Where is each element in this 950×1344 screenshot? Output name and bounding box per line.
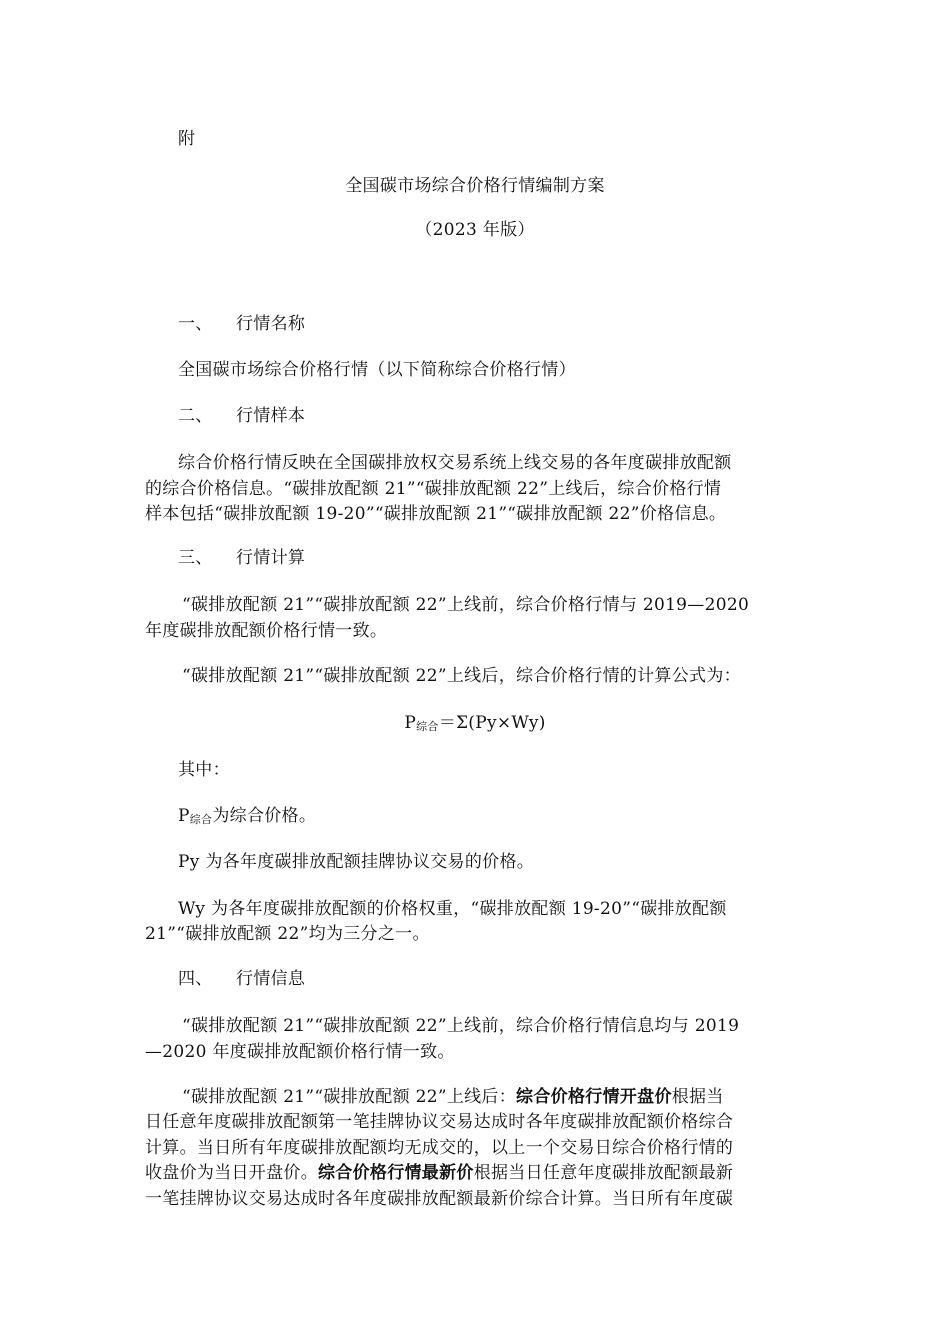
definition-py: Py 为各年度碳排放配额挂牌协议交易的价格。 (178, 852, 535, 872)
section-4-number: 四、 (178, 969, 213, 989)
section-3-para-2: “碳排放配额 21”“碳排放配额 22”上线后，综合价格行情的计算公式为： (182, 666, 741, 686)
where-label: 其中： (178, 760, 230, 780)
section-3-para-1-line-2: 年度碳排放配额价格行情一致。 (145, 621, 388, 641)
section-4-para-2-line-3: 计算。当日所有年度碳排放配额均无成交的，以上一个交易日综合价格行情的 (145, 1138, 734, 1158)
section-1-text: 全国碳市场综合价格行情（以下简称综合价格行情） (178, 360, 576, 380)
section-3-title: 行情计算 (236, 548, 306, 568)
section-1-title: 行情名称 (236, 314, 306, 334)
definition-wy-line-2: 21”“碳排放配额 22”均为三分之一。 (145, 924, 430, 944)
section-3-para-1-line-1: “碳排放配额 21”“碳排放配额 22”上线前，综合价格行情与 2019—2020 (182, 595, 750, 615)
para-2-line-4-end: 根据当日任意年度碳排放配额最新 (473, 1163, 734, 1183)
section-2-number: 二、 (178, 406, 213, 426)
definition-p-text: 为综合价格。 (212, 806, 317, 826)
section-4-para-2-line-4 (145, 1162, 733, 1185)
section-2-line-1: 综合价格行情反映在全国碳排放权交易系统上线交易的各年度碳排放配额 (178, 453, 732, 473)
formula-expression: ＝Σ(Py×Wy) (438, 713, 546, 733)
annex-label: 附 (178, 129, 196, 149)
section-1-heading (178, 313, 305, 336)
formula-subscript: 综合 (416, 720, 439, 733)
latest-price-term: 综合价格行情最新价 (318, 1163, 474, 1183)
definition-p-subscript: 综合 (189, 813, 213, 826)
section-4-title: 行情信息 (236, 969, 306, 989)
section-4-para-2-line-2: 日任意年度碳排放配额第一笔挂牌协议交易达成时各年度碳排放配额价格综合 (145, 1112, 734, 1132)
section-2-heading (178, 405, 305, 428)
para-2-line-4-start: 收盘价为当日开盘价。 (145, 1163, 318, 1183)
section-3-heading (178, 547, 305, 570)
document-title: 全国碳市场综合价格行情编制方案 (345, 176, 605, 196)
section-2-line-3: 样本包括“碳排放配额 19-20”“碳排放配额 21”“碳排放配额 22”价格信息。 (145, 504, 727, 524)
open-price-term: 综合价格行情开盘价 (516, 1087, 672, 1107)
definition-wy-line-1: Wy 为各年度碳排放配额的价格权重，“碳排放配额 19-20”“碳排放配额 (178, 899, 727, 919)
section-2-line-2: 的综合价格信息。“碳排放配额 21”“碳排放配额 22”上线后，综合价格行情 (145, 479, 722, 499)
section-4-para-1-line-1: “碳排放配额 21”“碳排放配额 22”上线前，综合价格行情信息均与 2019 (182, 1016, 740, 1036)
section-3-number: 三、 (178, 548, 213, 568)
para-2-intro: “碳排放配额 21”“碳排放配额 22”上线后： (182, 1087, 517, 1107)
definition-p (178, 805, 316, 831)
document-subtitle: （2023 年版） (415, 220, 535, 240)
section-4-heading (178, 968, 305, 991)
section-2-title: 行情样本 (236, 406, 306, 426)
section-4-para-2-line-5: 一笔挂牌协议交易达成时各年度碳排放配额最新价综合计算。当日所有年度碳 (145, 1189, 734, 1209)
section-4-para-1-line-2: —2020 年度碳排放配额价格行情一致。 (145, 1042, 455, 1062)
section-1-number: 一、 (178, 314, 213, 334)
price-formula (145, 712, 805, 738)
para-2-continuation: 根据当 (671, 1087, 724, 1107)
formula-symbol: P (404, 713, 417, 733)
section-4-para-2-line-1 (182, 1086, 724, 1109)
definition-p-symbol: P (178, 806, 190, 826)
